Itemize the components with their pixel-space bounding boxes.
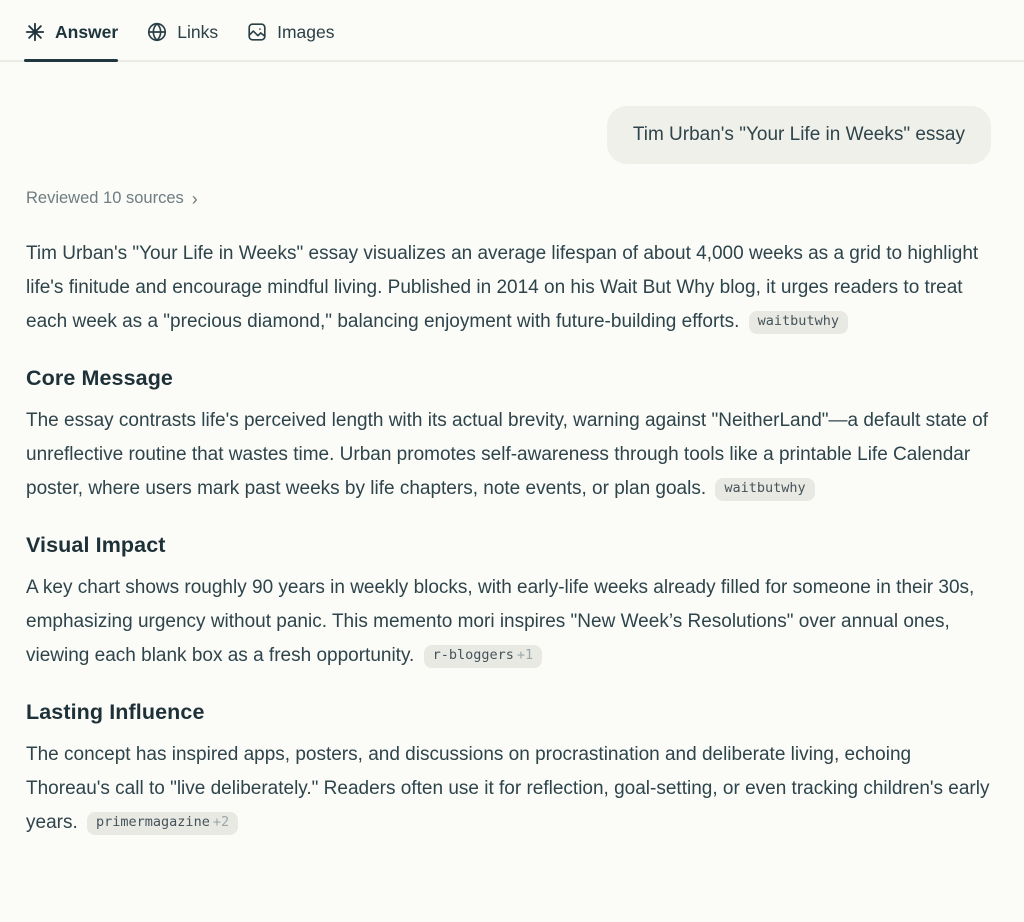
section-heading: Visual Impact	[26, 533, 166, 557]
tab-links-label: Links	[177, 21, 219, 42]
chevron-right-icon: ›	[191, 188, 198, 209]
tab-images-label: Images	[277, 21, 335, 42]
answer-paragraph	[26, 237, 991, 339]
section-heading: Core Message	[26, 366, 173, 390]
citation-pill[interactable]	[749, 311, 848, 335]
query-text: Tim Urban's "Your Life in Weeks" essay	[632, 124, 965, 145]
paragraph-text: Tim Urban's "Your Life in Weeks" essay visualizes an average lifespan of about 4,000 weeks as a grid to highlight life's finitude and encourage mindful living. Published in 2014 on his Wait But Why blog, it urges readers to treat each week as a "precious diamond," balancing enjoyment with future-building efforts.	[26, 243, 979, 332]
paragraph-text: The essay contrasts life's perceived length with its actual brevity, warning against "NeitherLand"—a default state of unreflective routine that wastes time. Urban promotes self-awareness through tools like a printable Life Calendar poster, where users mark past weeks by life chapters, note events, or plan goals.	[26, 410, 988, 499]
image-icon	[246, 21, 268, 43]
tab-images[interactable]	[246, 15, 334, 60]
query-bubble	[607, 106, 991, 164]
citation-pill[interactable]	[87, 812, 238, 836]
citation-pill[interactable]	[715, 478, 814, 502]
tab-answer[interactable]	[24, 15, 118, 60]
tab-answer-label: Answer	[55, 21, 119, 42]
reviewed-sources-link[interactable]	[26, 189, 198, 208]
citation-source: waitbutwhy	[724, 480, 806, 496]
answer-paragraph	[26, 404, 991, 506]
paragraph-text: A key chart shows roughly 90 years in weekly blocks, with early-life weeks already filled for someone in their 30s, emphasizing urgency without panic. This memento mori inspires "New Week’s Resolutions" over annual ones, viewing each blank box as a fresh opportunity.	[26, 577, 975, 666]
citation-extra-count: +2	[212, 814, 230, 830]
answer-content	[0, 106, 1024, 840]
answer-section-lasting-influence	[26, 700, 991, 840]
citation-extra-count: +1	[516, 647, 534, 663]
tab-bar	[0, 0, 1024, 62]
answer-paragraph	[26, 738, 991, 840]
paragraph-text: The concept has inspired apps, posters, and discussions on procrastination and deliberate living, echoing Thoreau's call to "live deliberately." Readers often use it for reflection, goal-setting, or even tracking children's early years.	[26, 744, 990, 833]
query-row	[26, 106, 991, 164]
answer-section-core-message	[26, 366, 991, 506]
answer-paragraph	[26, 571, 991, 673]
citation-source: r-bloggers	[432, 647, 514, 663]
citation-source: primermagazine	[96, 814, 210, 830]
spark-icon	[24, 21, 46, 43]
globe-icon	[146, 21, 168, 43]
answer-section-visual-impact	[26, 533, 991, 673]
citation-source: waitbutwhy	[757, 313, 839, 329]
tab-links[interactable]	[146, 15, 218, 60]
reviewed-sources-label: Reviewed 10 sources	[26, 189, 184, 207]
section-heading: Lasting Influence	[26, 700, 205, 724]
citation-pill[interactable]	[424, 645, 543, 669]
answer-section-intro	[26, 237, 991, 339]
